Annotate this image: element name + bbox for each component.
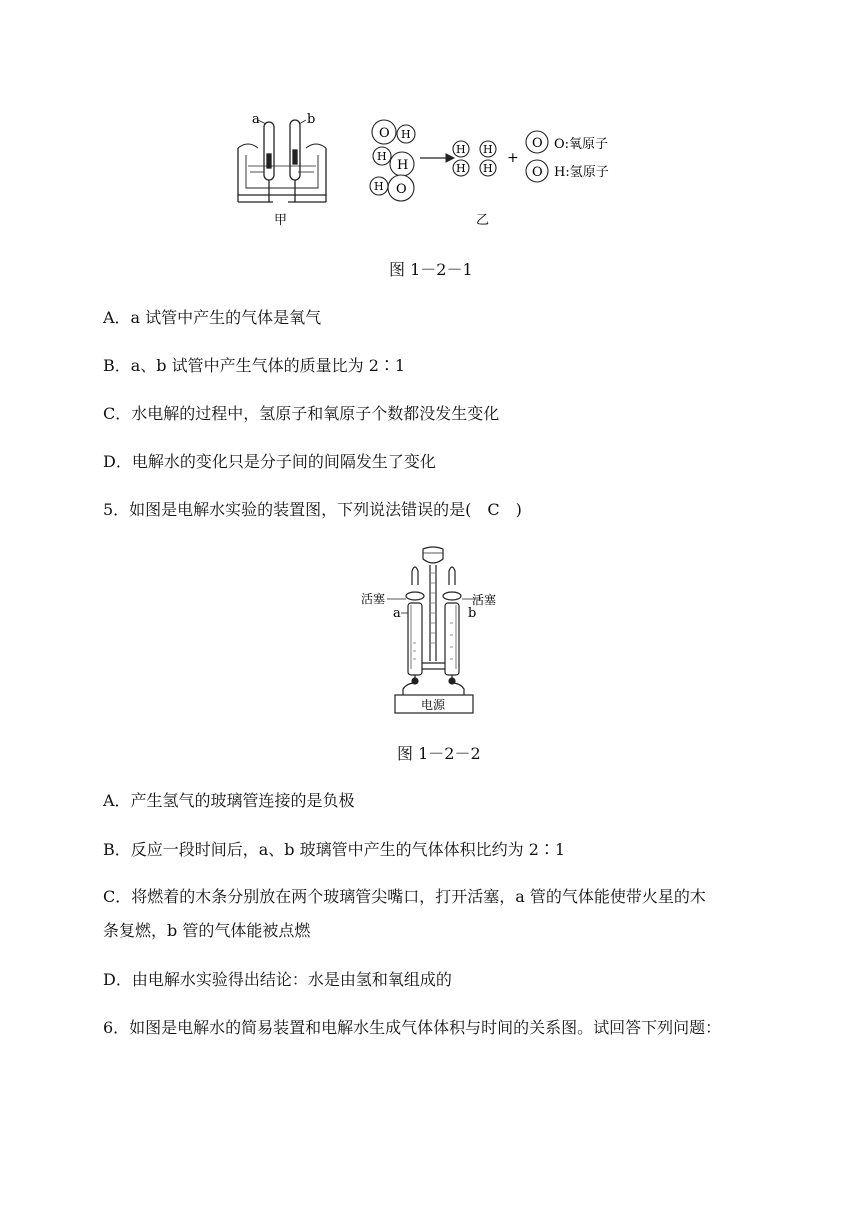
atom-label: O [532, 165, 543, 180]
tube-a-label: a [252, 112, 260, 127]
option-a: A．产生氢气的玻璃管连接的是负极 [103, 791, 355, 810]
option-d: D．由电解水实验得出结论：水是由氢和氧组成的 [103, 970, 452, 989]
electrolysis-apparatus-jia [238, 120, 326, 202]
option-b: B．反应一段时间后，a、b 玻璃管中产生的气体体积比约为 2∶1 [103, 840, 566, 859]
sub-label-yi: 乙 [476, 213, 490, 228]
reaction-arrow [420, 154, 454, 162]
question-5-stem: 5．如图是电解水实验的装置图，下列说法错误的是( C ) [103, 500, 522, 519]
atom-label: H [401, 128, 411, 141]
atom-label: O [396, 182, 407, 197]
sub-label-jia: 甲 [274, 213, 288, 228]
legend-oxygen: O:氧原子 [554, 137, 609, 152]
tube-b-label: b [307, 112, 316, 127]
hoffmann-apparatus [387, 547, 481, 713]
figure-1-2-1 [228, 110, 638, 235]
atom-label: H [456, 143, 466, 156]
figure-caption: 图 1－2－1 [389, 260, 473, 279]
stopcock-left-label: 活塞 [361, 592, 386, 606]
option-c: C．将燃着的木条分别放在两个玻璃管尖嘴口，打开活塞，a 管的气体能使带火星的木 [103, 887, 706, 906]
legend-hydrogen: H:氢原子 [554, 165, 609, 180]
power-supply-label: 电源 [421, 698, 446, 712]
atom-label: H [456, 162, 466, 175]
atom-label: H [397, 158, 409, 173]
atom-label: O [379, 126, 390, 141]
option-b: B．a、b 试管中产生气体的质量比为 2∶1 [103, 356, 406, 375]
option-a: A．a 试管中产生的气体是氧气 [103, 308, 322, 327]
figure-1-2-2 [355, 543, 515, 718]
option-d: D．电解水的变化只是分子间的间隔发生了变化 [103, 452, 436, 471]
atom-label: H [483, 162, 493, 175]
atom-label: H [483, 143, 493, 156]
tube-b-label: b [468, 606, 477, 621]
atom-label: H [374, 180, 384, 193]
plus-sign: + [507, 150, 519, 166]
option-c: C．水电解的过程中，氢原子和氧原子个数都没发生变化 [103, 404, 500, 423]
atom-label: O [532, 136, 543, 151]
stopcock-right-label: 活塞 [472, 593, 497, 607]
question-6-stem: 6．如图是电解水的简易装置和电解水生成气体体积与时间的关系图。试回答下列问题： [103, 1018, 722, 1037]
tube-a-label: a [393, 606, 401, 621]
option-c-continued: 条复燃，b 管的气体能被点燃 [103, 921, 311, 940]
figure-caption: 图 1－2－2 [397, 744, 481, 763]
atom-label: H [377, 150, 387, 163]
